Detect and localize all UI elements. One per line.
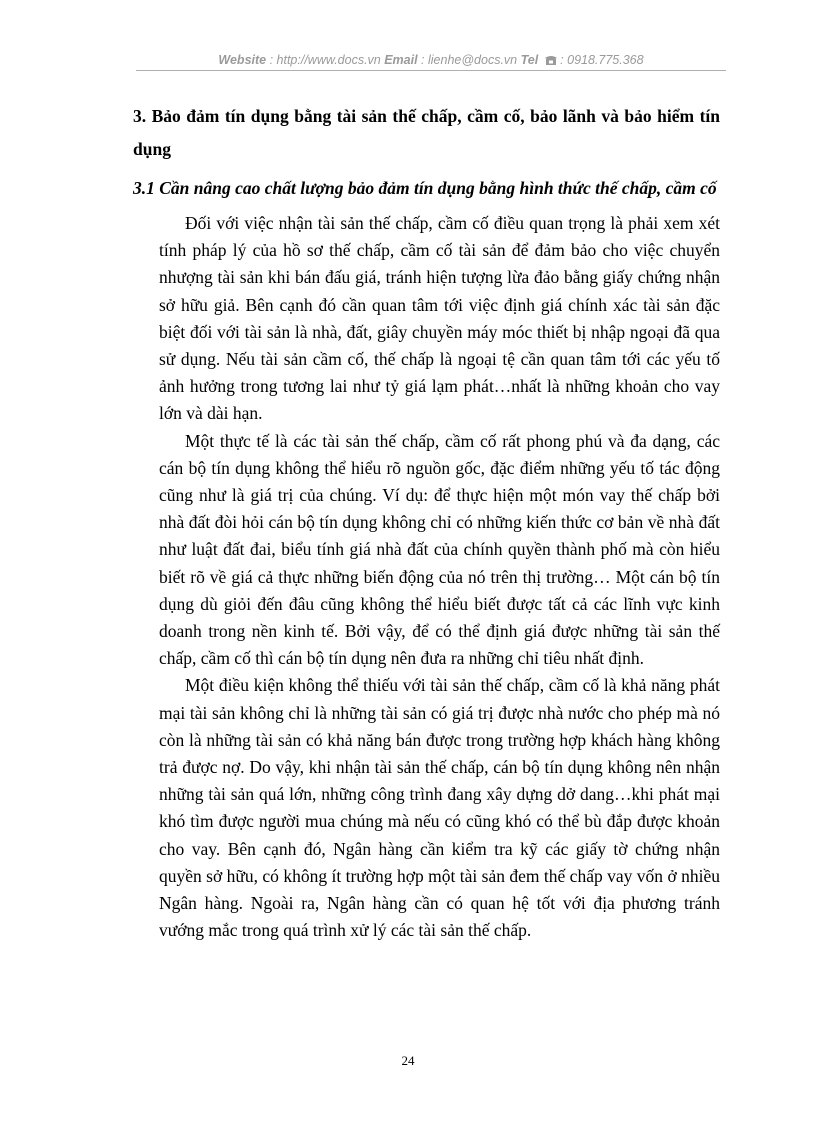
paragraph: Một điều kiện không thể thiếu với tài sản thế chấp, cầm cố là khả năng phát mại tài sản không chỉ là những tài sản có giá trị được nhà nước cho phép mà nó còn là những tài sản có khả năng bán được trong trường hợp khách hàng không trả được nợ. Do vậy, khi nhận tài sản thế chấp, cán bộ tín dụng không nên nhận những tài sản quá lớn, những công trình đang xây dựng dở dang…khi phát mại khó tìm được người mua chúng mà nếu có cũng khó có thể bù đắp được khoản cho vay. Bên cạnh đó, Ngân hàng cần kiểm tra kỹ các giấy tờ chứng nhận quyền sở hữu, có không ít trường hợp một tài sản đem thế chấp vay vốn ở nhiều Ngân hàng. Ngoài ra, Ngân hàng cần có quan hệ tốt với địa phương tránh vướng mắc trong quá trình xử lý các tài sản thế chấp.: [159, 675, 720, 941]
tel-value: : 0918.775.368: [556, 53, 644, 67]
section-title: 3. Bảo đảm tín dụng bằng tài sản thế chấp, cầm cố, bảo lãnh và bảo hiểm tín dụng: [133, 106, 720, 159]
document-body: [133, 100, 720, 944]
email-value: : lienhe@docs.vn: [417, 53, 521, 67]
paragraph: Một thực tế là các tài sản thế chấp, cầm cố rất phong phú và đa dạng, các cán bộ tín dụng không thể hiểu rõ nguồn gốc, đặc điểm những yếu tố tác động cũng như là giá trị của chúng. Ví dụ: để thực hiện một món vay thế chấp bởi nhà đất đòi hỏi cán bộ tín dụng không chỉ có những kiến thức cơ bản về nhà đất như luật đất đai, biểu tính giá nhà đất của chính quyền thành phố mà còn hiểu biết rõ về giá cả thực những biến động của nó trên thị trường… Một cán bộ tín dụng dù giỏi đến đâu cũng không thể hiểu biết được tất cả các lĩnh vực kinh doanh trong nền kinh tế. Bởi vậy, để có thể định giá được những tài sản thế chấp, cầm cố thì cán bộ tín dụng nên đưa ra những chỉ tiêu nhất định.: [159, 430, 720, 669]
tel-label: Tel: [520, 53, 539, 67]
email-label: Email: [384, 53, 418, 67]
subsection-title: 3.1 Cần nâng cao chất lượng bảo đảm tín dụng bằng hình thức thế chấp, cầm cố: [133, 178, 717, 198]
phone-icon: [545, 52, 557, 72]
website-label: Website: [218, 53, 267, 67]
page-number: 24: [401, 1053, 415, 1068]
website-value: : http://www.docs.vn: [266, 53, 385, 67]
page-header: [136, 50, 726, 71]
paragraph: Đối với việc nhận tài sản thế chấp, cầm cố điều quan trọng là phải xem xét tính pháp lý của hồ sơ thế chấp, cầm cố tài sản để đảm bảo cho việc chuyển nhượng tài sản khi bán đấu giá, tránh hiện tượng lừa đảo bằng giấy chứng nhận sở hữu giả. Bên cạnh đó cần quan tâm tới việc định giá chính xác tài sản đặc biệt đối với tài sản là nhà, đất, giây chuyền máy móc thiết bị nhập ngoại đã qua sử dụng. Nếu tài sản cầm cố, thế chấp là ngoại tệ cần quan tâm tới các yếu tố ảnh hưởng trong tương lai như tỷ giá lạm phát…nhất là những khoản cho vay lớn và dài hạn.: [159, 213, 720, 424]
